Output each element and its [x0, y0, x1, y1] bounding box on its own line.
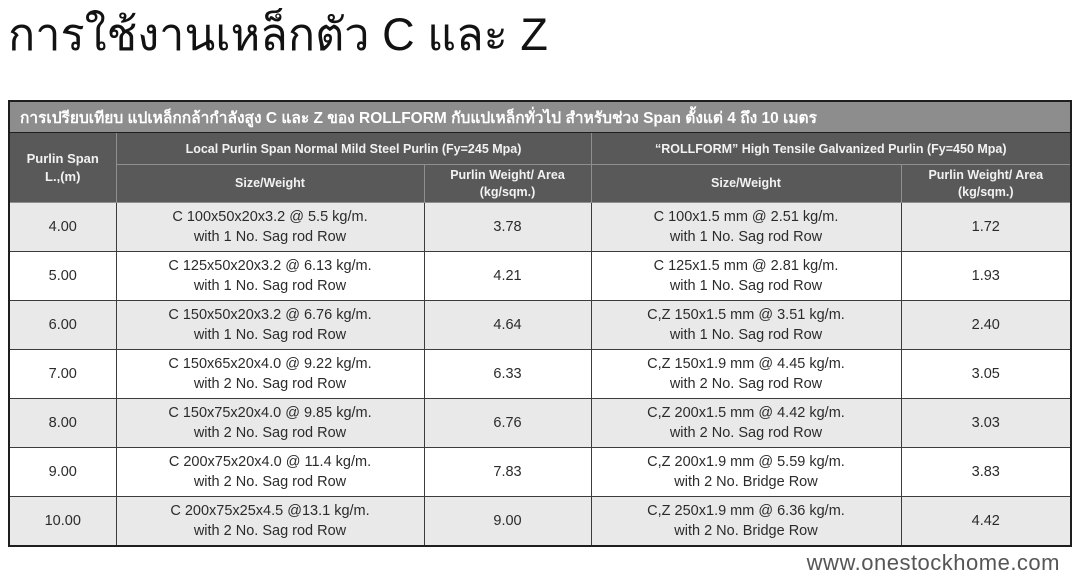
- cell-span: 4.00: [9, 203, 116, 252]
- col-header-rollform-weight-area-line1: Purlin Weight/ Area: [928, 168, 1044, 183]
- cell-span: 9.00: [9, 448, 116, 497]
- col-header-rollform-weight-area-line2: (kg/sqm.): [957, 184, 1014, 199]
- col-header-purlin-span: [9, 133, 116, 203]
- cell-rollform-size-line1: C,Z 150x1.9 mm @ 4.45 kg/m.: [647, 355, 845, 372]
- cell-local-size: [116, 497, 424, 547]
- col-header-local-weight-area: [424, 165, 591, 203]
- cell-local-size-line2: with 1 No. Sag rod Row: [193, 278, 347, 294]
- comparison-table-wrapper: [8, 100, 1070, 547]
- cell-rollform-size-line1: C,Z 200x1.9 mm @ 5.59 kg/m.: [647, 453, 845, 470]
- cell-rollform-size-line1: C 125x1.5 mm @ 2.81 kg/m.: [653, 257, 839, 274]
- cell-span: 8.00: [9, 399, 116, 448]
- col-header-local-weight-area-line2: (kg/sqm.): [479, 184, 536, 199]
- cell-rollform-size-line1: C,Z 150x1.5 mm @ 3.51 kg/m.: [647, 306, 845, 323]
- page-title: การใช้งานเหล็กตัว C และ Z: [8, 9, 548, 60]
- cell-local-size-line2: with 2 No. Sag rod Row: [193, 523, 347, 539]
- col-group-rollform-high-tensile: “ROLLFORM” High Tensile Galvanized Purlin (Fy=450 Mpa): [591, 133, 1071, 165]
- cell-local-size-line2: with 2 No. Sag rod Row: [193, 376, 347, 392]
- cell-rollform-size-line2: with 2 No. Bridge Row: [674, 474, 818, 490]
- col-header-rollform-weight-area: [901, 165, 1071, 203]
- table-row: [9, 252, 1071, 301]
- cell-span: 5.00: [9, 252, 116, 301]
- cell-local-size-line1: C 150x50x20x3.2 @ 6.76 kg/m.: [168, 306, 372, 323]
- cell-local-size: [116, 203, 424, 252]
- cell-rollform-size: [591, 399, 901, 448]
- cell-local-weight: 6.76: [424, 399, 591, 448]
- cell-local-size-line1: C 150x75x20x4.0 @ 9.85 kg/m.: [168, 404, 372, 421]
- cell-local-size-line2: with 1 No. Sag rod Row: [193, 327, 347, 343]
- cell-rollform-size: [591, 301, 901, 350]
- table-group-header-row: [9, 133, 1071, 165]
- table-caption: การเปรียบเทียบ แปเหล็กกล้ากำลังสูง C และ Z ของ ROLLFORM กับแปเหล็กทั่วไป สำหรับช่วง Span ตั้งแต่ 4 ถึง 10 เมตร: [9, 101, 1071, 133]
- table-sub-header-row: [9, 165, 1071, 203]
- cell-rollform-weight: 1.72: [901, 203, 1071, 252]
- col-group-local-mild-steel: Local Purlin Span Normal Mild Steel Purlin (Fy=245 Mpa): [116, 133, 591, 165]
- cell-local-size: [116, 252, 424, 301]
- cell-local-weight: 6.33: [424, 350, 591, 399]
- cell-local-size-line1: C 150x65x20x4.0 @ 9.22 kg/m.: [168, 355, 372, 372]
- cell-local-size-line1: C 200x75x20x4.0 @ 11.4 kg/m.: [168, 453, 372, 470]
- cell-rollform-size-line2: with 2 No. Bridge Row: [674, 523, 818, 539]
- cell-rollform-size: [591, 448, 901, 497]
- cell-local-size-line2: with 2 No. Sag rod Row: [193, 474, 347, 490]
- cell-rollform-size: [591, 252, 901, 301]
- col-header-purlin-span-line1: Purlin Span: [26, 150, 99, 166]
- col-header-purlin-span-line2: L.,(m): [45, 168, 81, 184]
- cell-rollform-weight: 3.83: [901, 448, 1071, 497]
- col-header-local-size-weight: Size/Weight: [116, 165, 424, 203]
- col-header-local-weight-area-line1: Purlin Weight/ Area: [450, 168, 565, 183]
- cell-rollform-weight: 4.42: [901, 497, 1071, 547]
- table-body: [9, 203, 1071, 547]
- cell-local-size-line1: C 200x75x25x4.5 @13.1 kg/m.: [170, 502, 370, 519]
- cell-span: 6.00: [9, 301, 116, 350]
- table-row: [9, 350, 1071, 399]
- cell-local-weight: 3.78: [424, 203, 591, 252]
- cell-rollform-weight: 2.40: [901, 301, 1071, 350]
- cell-rollform-size: [591, 497, 901, 547]
- cell-span: 10.00: [9, 497, 116, 547]
- purlin-comparison-table: [8, 100, 1072, 547]
- cell-rollform-weight: 1.93: [901, 252, 1071, 301]
- cell-rollform-size: [591, 350, 901, 399]
- cell-rollform-size-line2: with 2 No. Sag rod Row: [669, 376, 823, 392]
- cell-local-weight: 9.00: [424, 497, 591, 547]
- cell-local-size: [116, 301, 424, 350]
- table-row: [9, 448, 1071, 497]
- cell-rollform-size: [591, 203, 901, 252]
- cell-local-size-line1: C 125x50x20x3.2 @ 6.13 kg/m.: [168, 257, 372, 274]
- cell-local-weight: 4.21: [424, 252, 591, 301]
- table-row: [9, 301, 1071, 350]
- cell-rollform-size-line1: C 100x1.5 mm @ 2.51 kg/m.: [653, 208, 839, 225]
- cell-local-size: [116, 399, 424, 448]
- cell-rollform-weight: 3.03: [901, 399, 1071, 448]
- cell-rollform-size-line1: C,Z 250x1.9 mm @ 6.36 kg/m.: [647, 502, 845, 519]
- cell-span: 7.00: [9, 350, 116, 399]
- website-url: www.onestockhome.com: [806, 550, 1060, 575]
- cell-local-weight: 7.83: [424, 448, 591, 497]
- cell-rollform-size-line2: with 1 No. Sag rod Row: [669, 327, 823, 343]
- cell-rollform-size-line2: with 1 No. Sag rod Row: [669, 229, 823, 245]
- table-row: [9, 399, 1071, 448]
- cell-local-size: [116, 448, 424, 497]
- table-row: [9, 203, 1071, 252]
- cell-rollform-weight: 3.05: [901, 350, 1071, 399]
- table-row: [9, 497, 1071, 547]
- table-caption-row: [9, 101, 1071, 133]
- cell-rollform-size-line1: C,Z 200x1.5 mm @ 4.42 kg/m.: [647, 404, 845, 421]
- cell-local-size: [116, 350, 424, 399]
- cell-local-weight: 4.64: [424, 301, 591, 350]
- col-header-rollform-size-weight: Size/Weight: [591, 165, 901, 203]
- cell-local-size-line1: C 100x50x20x3.2 @ 5.5 kg/m.: [172, 208, 368, 225]
- cell-rollform-size-line2: with 2 No. Sag rod Row: [669, 425, 823, 441]
- cell-local-size-line2: with 1 No. Sag rod Row: [193, 229, 347, 245]
- cell-local-size-line2: with 2 No. Sag rod Row: [193, 425, 347, 441]
- cell-rollform-size-line2: with 1 No. Sag rod Row: [669, 278, 823, 294]
